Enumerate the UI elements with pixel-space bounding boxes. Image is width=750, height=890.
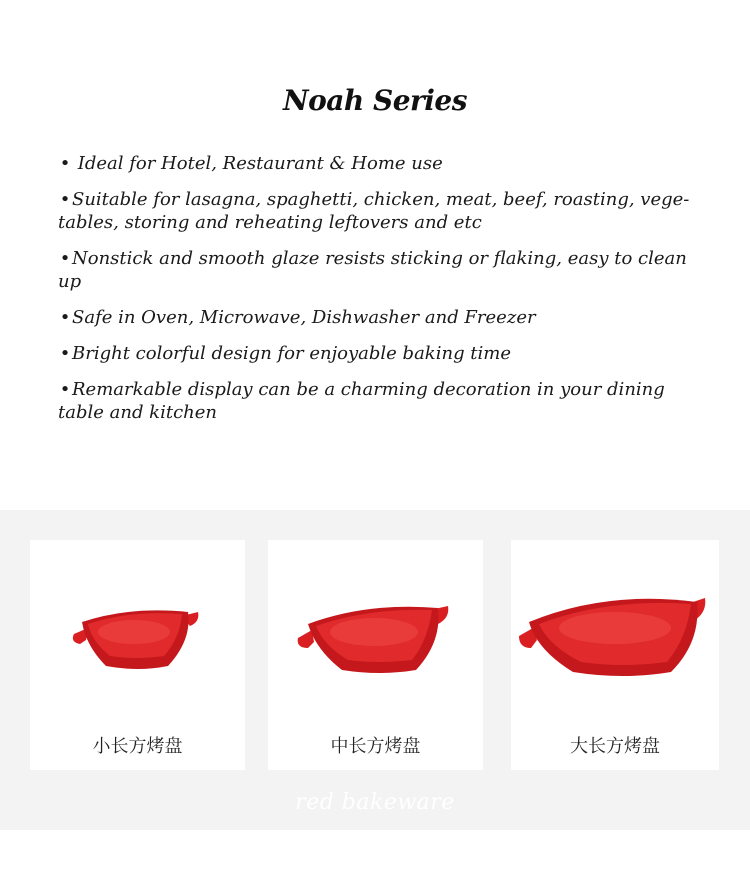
product-label: 大长方烤盘 [570, 736, 660, 757]
product-card-small[interactable] [30, 540, 245, 770]
product-label: 中长方烤盘 [330, 736, 421, 757]
feature-list [58, 152, 698, 437]
bullet: • [59, 307, 71, 328]
feature-item: •Safe in Oven, Microwave, Dishwasher and Freezer [59, 307, 536, 328]
bullet: • [59, 248, 71, 269]
bullet: • [59, 153, 71, 174]
product-gallery [0, 510, 750, 830]
feature-item: •Remarkable display can be a charming decoration in your dining table and kitchen [58, 379, 665, 423]
watermark: red bakeware [295, 790, 455, 815]
page-title: Noah Series [282, 84, 468, 117]
small-baking-dish-icon [30, 580, 245, 690]
feature-item: •Nonstick and smooth glaze resists sticking or flaking, easy to clean up [58, 248, 687, 292]
medium-baking-dish-icon [268, 580, 483, 690]
product-card-medium[interactable] [268, 540, 483, 770]
bullet: • [59, 189, 71, 210]
large-baking-dish-icon [511, 580, 719, 690]
feature-item: •Bright colorful design for enjoyable baking time [59, 343, 512, 364]
bullet: • [59, 343, 71, 364]
product-label: 小长方烤盘 [92, 736, 183, 757]
feature-item: •Suitable for lasagna, spaghetti, chicken, meat, beef, roasting, vege-tables, storing and reheating leftovers and etc [58, 189, 690, 233]
bullet: • [59, 379, 71, 400]
feature-item: • Ideal for Hotel, Restaurant & Home use [59, 153, 443, 174]
product-card-large[interactable] [511, 540, 719, 770]
